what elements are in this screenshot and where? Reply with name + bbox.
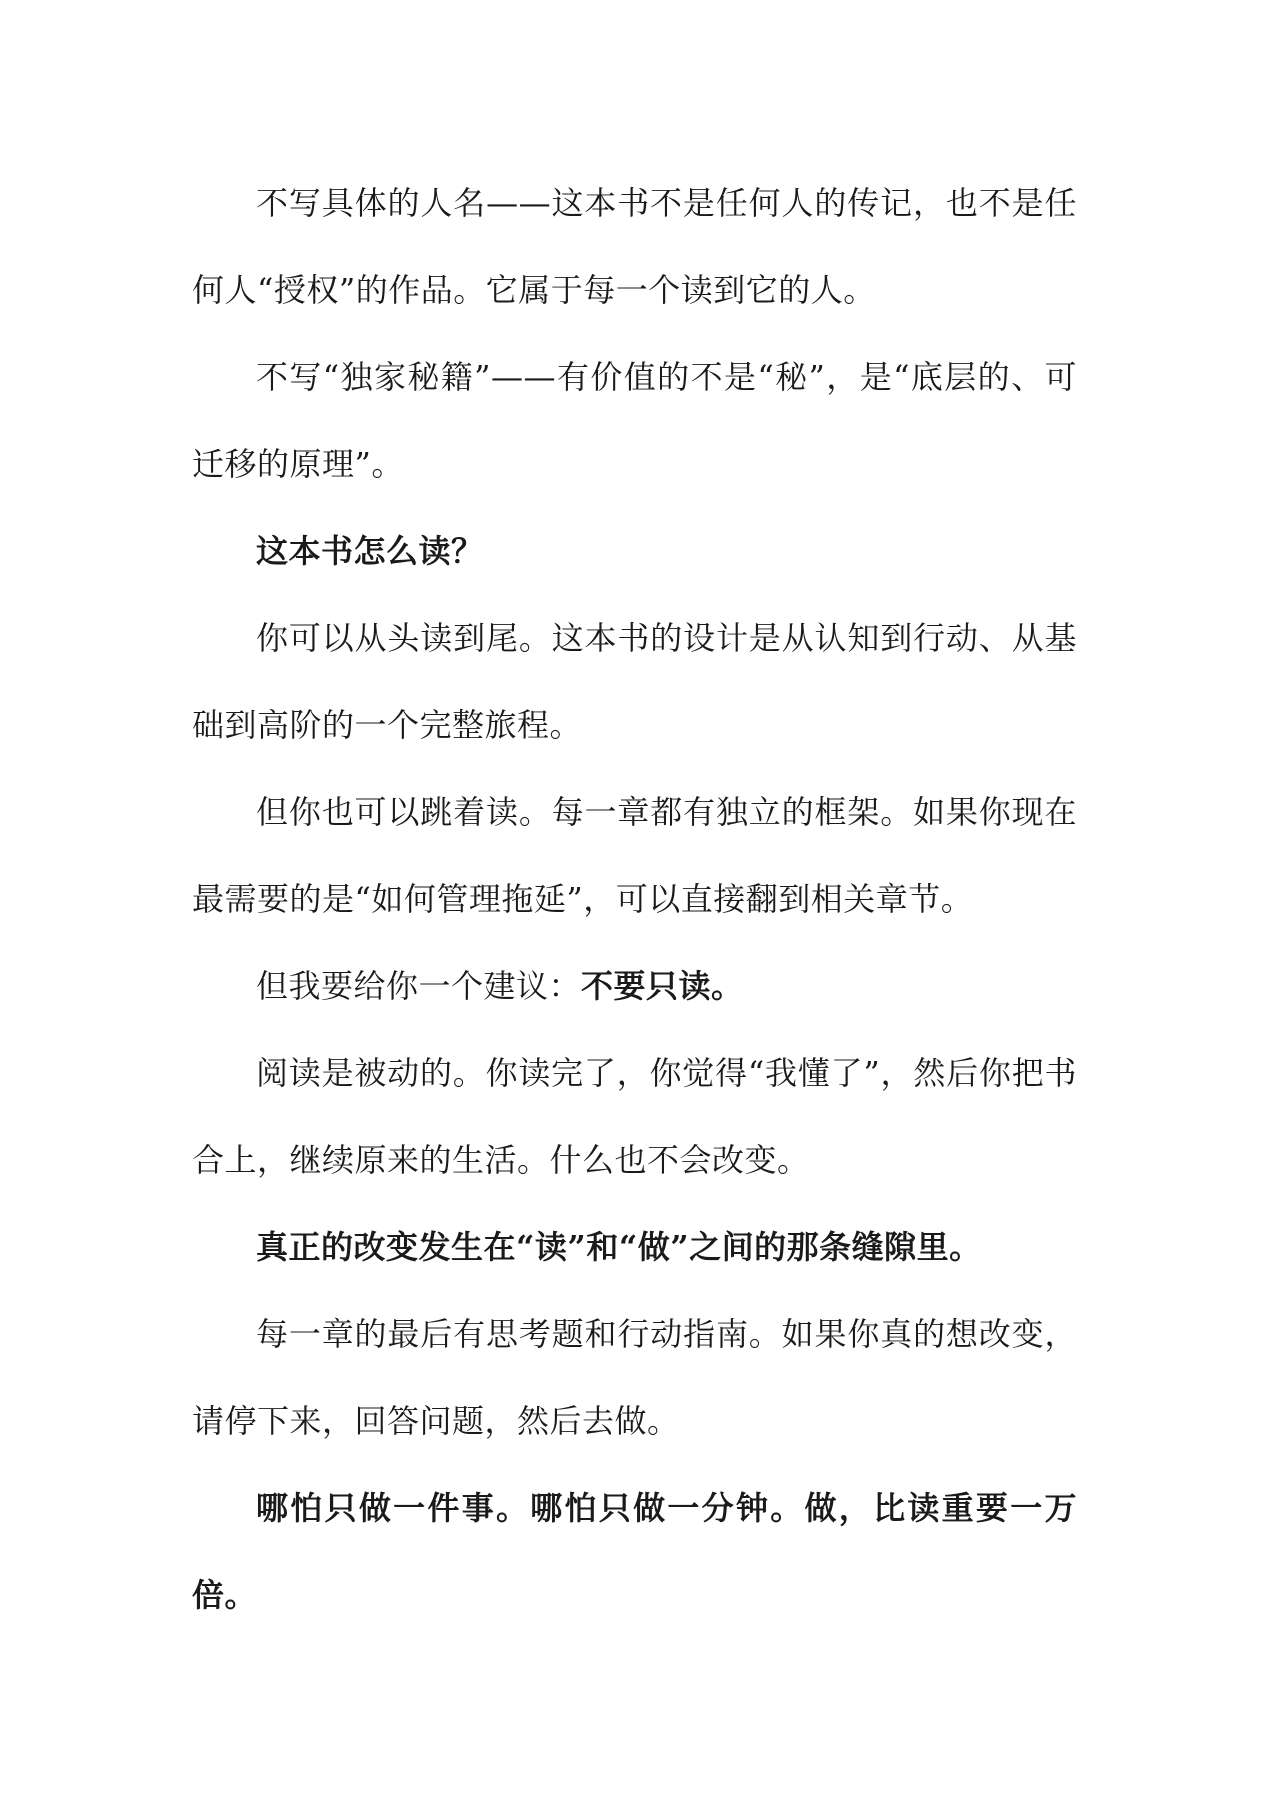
paragraph-just-do-it: 哪怕只做一件事。哪怕只做一分钟。做，比读重要一万倍。 — [192, 1489, 1077, 1614]
section-heading-how-to-read: 这本书怎么读？ — [256, 532, 484, 570]
paragraph-read-through: 你可以从头读到尾。这本书的设计是从认知到行动、从基础到高阶的一个完整旅程。 — [192, 619, 1077, 744]
body-text — [192, 160, 1077, 1639]
emphasis-dont-only-read: 不要只读。 — [581, 967, 744, 1005]
paragraph-skip-read: 但你也可以跳着读。每一章都有独立的框架。如果你现在最需要的是“如何管理拖延”，可以直接翻到相关章节。 — [192, 793, 1077, 918]
paragraph-reading-passive: 阅读是被动的。你读完了，你觉得“我懂了”，然后你把书合上，继续原来的生活。什么也不会改变。 — [192, 1054, 1077, 1179]
paragraph-no-names: 不写具体的人名——这本书不是任何人的传记，也不是任何人“授权”的作品。它属于每一个读到它的人。 — [192, 184, 1077, 309]
paragraph-exercises: 每一章的最后有思考题和行动指南。如果你真的想改变，请停下来，回答问题，然后去做。 — [192, 1315, 1077, 1440]
paragraph-real-change: 真正的改变发生在“读”和“做”之间的那条缝隙里。 — [256, 1228, 982, 1266]
paragraph-advice: 但我要给你一个建议：不要只读。 — [256, 967, 744, 1005]
paragraph-no-secrets: 不写“独家秘籍”——有价值的不是“秘”，是“底层的、可迁移的原理”。 — [192, 358, 1077, 483]
